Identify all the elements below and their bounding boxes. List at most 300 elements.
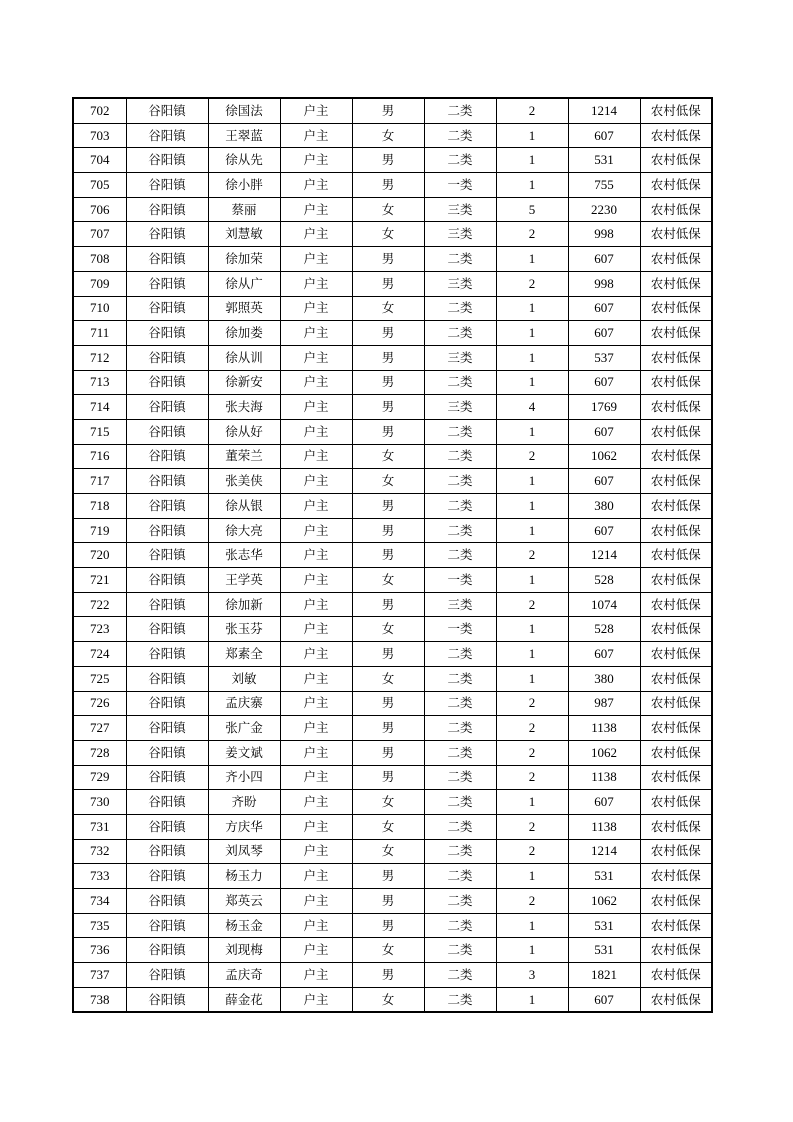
cell-sex: 女: [352, 814, 424, 839]
cell-amount: 531: [568, 938, 640, 963]
cell-sex: 男: [352, 395, 424, 420]
cell-amount: 607: [568, 518, 640, 543]
table-row: [73, 518, 712, 543]
cell-serial: 720: [73, 543, 126, 568]
cell-assistance-type: 农村低保: [640, 790, 712, 815]
cell-name: 孟庆奇: [208, 963, 280, 988]
cell-household-size: 2: [496, 716, 568, 741]
cell-category: 二类: [424, 321, 496, 346]
cell-serial: 705: [73, 173, 126, 198]
cell-serial: 715: [73, 419, 126, 444]
cell-name: 刘凤琴: [208, 839, 280, 864]
cell-amount: 1138: [568, 765, 640, 790]
cell-town: 谷阳镇: [126, 518, 208, 543]
cell-serial: 709: [73, 271, 126, 296]
cell-household-size: 1: [496, 642, 568, 667]
cell-name: 齐盼: [208, 790, 280, 815]
cell-amount: 998: [568, 222, 640, 247]
cell-serial: 716: [73, 444, 126, 469]
cell-assistance-type: 农村低保: [640, 395, 712, 420]
cell-town: 谷阳镇: [126, 271, 208, 296]
table-row: [73, 444, 712, 469]
cell-sex: 男: [352, 889, 424, 914]
cell-assistance-type: 农村低保: [640, 173, 712, 198]
cell-household-size: 1: [496, 296, 568, 321]
table-row: [73, 123, 712, 148]
cell-name: 蔡丽: [208, 197, 280, 222]
cell-sex: 男: [352, 271, 424, 296]
table-row: [73, 666, 712, 691]
cell-sex: 男: [352, 518, 424, 543]
table-row: [73, 987, 712, 1012]
cell-town: 谷阳镇: [126, 666, 208, 691]
cell-household-size: 2: [496, 765, 568, 790]
cell-serial: 703: [73, 123, 126, 148]
cell-relation: 户主: [280, 938, 352, 963]
cell-household-size: 1: [496, 494, 568, 519]
cell-relation: 户主: [280, 691, 352, 716]
cell-household-size: 1: [496, 913, 568, 938]
cell-sex: 男: [352, 592, 424, 617]
table-row: [73, 345, 712, 370]
cell-assistance-type: 农村低保: [640, 444, 712, 469]
cell-name: 郑英云: [208, 889, 280, 914]
cell-serial: 729: [73, 765, 126, 790]
cell-assistance-type: 农村低保: [640, 765, 712, 790]
cell-town: 谷阳镇: [126, 691, 208, 716]
cell-assistance-type: 农村低保: [640, 913, 712, 938]
cell-assistance-type: 农村低保: [640, 469, 712, 494]
cell-household-size: 1: [496, 666, 568, 691]
cell-category: 二类: [424, 543, 496, 568]
cell-serial: 733: [73, 864, 126, 889]
cell-category: 三类: [424, 395, 496, 420]
table-row: [73, 568, 712, 593]
cell-category: 二类: [424, 790, 496, 815]
cell-name: 徐小胖: [208, 173, 280, 198]
cell-amount: 607: [568, 419, 640, 444]
cell-assistance-type: 农村低保: [640, 617, 712, 642]
table-body: [73, 98, 712, 1012]
cell-sex: 女: [352, 790, 424, 815]
table-row: [73, 247, 712, 272]
cell-category: 二类: [424, 518, 496, 543]
cell-amount: 607: [568, 790, 640, 815]
cell-amount: 1138: [568, 814, 640, 839]
cell-category: 二类: [424, 247, 496, 272]
cell-name: 徐新安: [208, 370, 280, 395]
cell-household-size: 2: [496, 271, 568, 296]
cell-assistance-type: 农村低保: [640, 963, 712, 988]
cell-sex: 男: [352, 370, 424, 395]
table-row: [73, 197, 712, 222]
cell-category: 二类: [424, 864, 496, 889]
cell-serial: 726: [73, 691, 126, 716]
cell-serial: 723: [73, 617, 126, 642]
cell-amount: 380: [568, 666, 640, 691]
cell-sex: 女: [352, 222, 424, 247]
cell-assistance-type: 农村低保: [640, 518, 712, 543]
cell-relation: 户主: [280, 568, 352, 593]
cell-category: 二类: [424, 494, 496, 519]
cell-serial: 707: [73, 222, 126, 247]
cell-sex: 女: [352, 987, 424, 1012]
cell-category: 二类: [424, 123, 496, 148]
cell-sex: 男: [352, 419, 424, 444]
cell-category: 二类: [424, 691, 496, 716]
cell-sex: 女: [352, 444, 424, 469]
cell-household-size: 1: [496, 370, 568, 395]
cell-town: 谷阳镇: [126, 839, 208, 864]
cell-name: 徐国法: [208, 98, 280, 123]
cell-household-size: 1: [496, 173, 568, 198]
cell-serial: 708: [73, 247, 126, 272]
cell-serial: 717: [73, 469, 126, 494]
cell-name: 徐从银: [208, 494, 280, 519]
cell-assistance-type: 农村低保: [640, 370, 712, 395]
cell-amount: 607: [568, 247, 640, 272]
cell-assistance-type: 农村低保: [640, 642, 712, 667]
cell-town: 谷阳镇: [126, 963, 208, 988]
cell-amount: 1214: [568, 839, 640, 864]
cell-town: 谷阳镇: [126, 494, 208, 519]
cell-serial: 704: [73, 148, 126, 173]
cell-town: 谷阳镇: [126, 247, 208, 272]
cell-relation: 户主: [280, 518, 352, 543]
cell-relation: 户主: [280, 444, 352, 469]
table-row: [73, 691, 712, 716]
cell-relation: 户主: [280, 247, 352, 272]
cell-household-size: 3: [496, 963, 568, 988]
cell-town: 谷阳镇: [126, 790, 208, 815]
cell-sex: 女: [352, 617, 424, 642]
cell-household-size: 2: [496, 222, 568, 247]
cell-serial: 724: [73, 642, 126, 667]
cell-town: 谷阳镇: [126, 592, 208, 617]
cell-serial: 731: [73, 814, 126, 839]
cell-sex: 男: [352, 740, 424, 765]
cell-sex: 男: [352, 963, 424, 988]
cell-sex: 女: [352, 296, 424, 321]
cell-amount: 607: [568, 642, 640, 667]
cell-household-size: 5: [496, 197, 568, 222]
cell-sex: 男: [352, 321, 424, 346]
cell-sex: 男: [352, 494, 424, 519]
cell-assistance-type: 农村低保: [640, 123, 712, 148]
cell-relation: 户主: [280, 370, 352, 395]
cell-sex: 男: [352, 765, 424, 790]
cell-relation: 户主: [280, 173, 352, 198]
cell-relation: 户主: [280, 592, 352, 617]
cell-town: 谷阳镇: [126, 987, 208, 1012]
cell-relation: 户主: [280, 469, 352, 494]
cell-category: 二类: [424, 987, 496, 1012]
cell-relation: 户主: [280, 963, 352, 988]
cell-relation: 户主: [280, 617, 352, 642]
cell-town: 谷阳镇: [126, 913, 208, 938]
cell-household-size: 2: [496, 98, 568, 123]
cell-name: 杨玉金: [208, 913, 280, 938]
table-row: [73, 321, 712, 346]
cell-sex: 男: [352, 148, 424, 173]
cell-household-size: 1: [496, 568, 568, 593]
cell-town: 谷阳镇: [126, 98, 208, 123]
cell-amount: 528: [568, 568, 640, 593]
cell-serial: 702: [73, 98, 126, 123]
table-row: [73, 592, 712, 617]
cell-category: 二类: [424, 469, 496, 494]
cell-sex: 男: [352, 247, 424, 272]
cell-amount: 1062: [568, 889, 640, 914]
table-row: [73, 814, 712, 839]
cell-name: 徐大亮: [208, 518, 280, 543]
cell-household-size: 1: [496, 419, 568, 444]
cell-name: 张玉芬: [208, 617, 280, 642]
cell-relation: 户主: [280, 913, 352, 938]
table-row: [73, 98, 712, 123]
cell-serial: 721: [73, 568, 126, 593]
cell-household-size: 2: [496, 889, 568, 914]
cell-household-size: 1: [496, 987, 568, 1012]
cell-category: 二类: [424, 666, 496, 691]
table-row: [73, 370, 712, 395]
cell-name: 齐小四: [208, 765, 280, 790]
cell-category: 三类: [424, 271, 496, 296]
cell-category: 二类: [424, 889, 496, 914]
cell-amount: 607: [568, 296, 640, 321]
cell-name: 张美侠: [208, 469, 280, 494]
cell-name: 董荣兰: [208, 444, 280, 469]
cell-relation: 户主: [280, 839, 352, 864]
cell-name: 孟庆寨: [208, 691, 280, 716]
cell-name: 徐从训: [208, 345, 280, 370]
cell-household-size: 2: [496, 814, 568, 839]
cell-sex: 女: [352, 938, 424, 963]
cell-town: 谷阳镇: [126, 716, 208, 741]
cell-town: 谷阳镇: [126, 222, 208, 247]
cell-category: 三类: [424, 197, 496, 222]
table-row: [73, 938, 712, 963]
cell-amount: 998: [568, 271, 640, 296]
cell-amount: 1769: [568, 395, 640, 420]
cell-serial: 727: [73, 716, 126, 741]
table-row: [73, 395, 712, 420]
table-row: [73, 271, 712, 296]
cell-household-size: 1: [496, 247, 568, 272]
cell-name: 王翠蓝: [208, 123, 280, 148]
cell-amount: 1062: [568, 740, 640, 765]
table-row: [73, 543, 712, 568]
cell-sex: 男: [352, 543, 424, 568]
cell-name: 薛金花: [208, 987, 280, 1012]
table-row: [73, 419, 712, 444]
cell-amount: 1062: [568, 444, 640, 469]
cell-town: 谷阳镇: [126, 642, 208, 667]
cell-sex: 女: [352, 197, 424, 222]
cell-sex: 女: [352, 469, 424, 494]
cell-relation: 户主: [280, 790, 352, 815]
cell-sex: 男: [352, 913, 424, 938]
cell-assistance-type: 农村低保: [640, 740, 712, 765]
cell-amount: 1074: [568, 592, 640, 617]
cell-category: 三类: [424, 222, 496, 247]
table-row: [73, 740, 712, 765]
table-row: [73, 617, 712, 642]
cell-assistance-type: 农村低保: [640, 716, 712, 741]
cell-town: 谷阳镇: [126, 740, 208, 765]
cell-name: 徐从好: [208, 419, 280, 444]
cell-household-size: 1: [496, 345, 568, 370]
cell-category: 二类: [424, 642, 496, 667]
cell-amount: 1214: [568, 98, 640, 123]
cell-serial: 719: [73, 518, 126, 543]
cell-relation: 户主: [280, 765, 352, 790]
cell-assistance-type: 农村低保: [640, 938, 712, 963]
cell-sex: 男: [352, 345, 424, 370]
cell-town: 谷阳镇: [126, 864, 208, 889]
cell-serial: 738: [73, 987, 126, 1012]
cell-assistance-type: 农村低保: [640, 543, 712, 568]
cell-household-size: 2: [496, 543, 568, 568]
cell-assistance-type: 农村低保: [640, 666, 712, 691]
cell-household-size: 4: [496, 395, 568, 420]
cell-assistance-type: 农村低保: [640, 98, 712, 123]
cell-relation: 户主: [280, 123, 352, 148]
cell-category: 二类: [424, 296, 496, 321]
cell-name: 方庆华: [208, 814, 280, 839]
cell-relation: 户主: [280, 271, 352, 296]
cell-name: 刘现梅: [208, 938, 280, 963]
cell-relation: 户主: [280, 642, 352, 667]
cell-amount: 1214: [568, 543, 640, 568]
cell-name: 郑素全: [208, 642, 280, 667]
cell-serial: 728: [73, 740, 126, 765]
table-row: [73, 790, 712, 815]
cell-serial: 737: [73, 963, 126, 988]
cell-household-size: 1: [496, 864, 568, 889]
cell-town: 谷阳镇: [126, 889, 208, 914]
cell-assistance-type: 农村低保: [640, 987, 712, 1012]
cell-household-size: 2: [496, 740, 568, 765]
table-row: [73, 148, 712, 173]
cell-relation: 户主: [280, 419, 352, 444]
cell-amount: 607: [568, 987, 640, 1012]
table-row: [73, 716, 712, 741]
cell-serial: 710: [73, 296, 126, 321]
cell-town: 谷阳镇: [126, 296, 208, 321]
cell-amount: 528: [568, 617, 640, 642]
table-row: [73, 913, 712, 938]
cell-name: 张夫海: [208, 395, 280, 420]
cell-category: 一类: [424, 568, 496, 593]
table-row: [73, 222, 712, 247]
cell-amount: 537: [568, 345, 640, 370]
table-row: [73, 173, 712, 198]
cell-assistance-type: 农村低保: [640, 568, 712, 593]
cell-sex: 男: [352, 98, 424, 123]
cell-amount: 531: [568, 913, 640, 938]
cell-category: 二类: [424, 740, 496, 765]
cell-serial: 711: [73, 321, 126, 346]
cell-serial: 732: [73, 839, 126, 864]
cell-name: 徐从先: [208, 148, 280, 173]
cell-household-size: 1: [496, 790, 568, 815]
cell-serial: 706: [73, 197, 126, 222]
table-row: [73, 494, 712, 519]
cell-relation: 户主: [280, 864, 352, 889]
cell-amount: 607: [568, 123, 640, 148]
cell-name: 刘敏: [208, 666, 280, 691]
table-row: [73, 642, 712, 667]
cell-sex: 女: [352, 839, 424, 864]
cell-town: 谷阳镇: [126, 617, 208, 642]
cell-relation: 户主: [280, 222, 352, 247]
cell-household-size: 1: [496, 518, 568, 543]
table-row: [73, 765, 712, 790]
cell-name: 杨玉力: [208, 864, 280, 889]
cell-category: 二类: [424, 444, 496, 469]
cell-town: 谷阳镇: [126, 419, 208, 444]
cell-assistance-type: 农村低保: [640, 592, 712, 617]
cell-sex: 男: [352, 642, 424, 667]
cell-town: 谷阳镇: [126, 395, 208, 420]
cell-sex: 男: [352, 173, 424, 198]
cell-town: 谷阳镇: [126, 123, 208, 148]
cell-town: 谷阳镇: [126, 173, 208, 198]
cell-sex: 男: [352, 864, 424, 889]
cell-category: 二类: [424, 765, 496, 790]
cell-category: 三类: [424, 345, 496, 370]
table-row: [73, 963, 712, 988]
cell-town: 谷阳镇: [126, 469, 208, 494]
cell-town: 谷阳镇: [126, 321, 208, 346]
cell-assistance-type: 农村低保: [640, 148, 712, 173]
cell-category: 二类: [424, 419, 496, 444]
cell-amount: 1138: [568, 716, 640, 741]
cell-name: 徐加娄: [208, 321, 280, 346]
cell-amount: 755: [568, 173, 640, 198]
cell-assistance-type: 农村低保: [640, 691, 712, 716]
cell-town: 谷阳镇: [126, 370, 208, 395]
cell-town: 谷阳镇: [126, 568, 208, 593]
cell-name: 张志华: [208, 543, 280, 568]
cell-relation: 户主: [280, 296, 352, 321]
cell-category: 二类: [424, 98, 496, 123]
cell-category: 二类: [424, 814, 496, 839]
cell-relation: 户主: [280, 666, 352, 691]
cell-relation: 户主: [280, 148, 352, 173]
cell-name: 徐加荣: [208, 247, 280, 272]
cell-sex: 男: [352, 716, 424, 741]
cell-name: 王学英: [208, 568, 280, 593]
cell-relation: 户主: [280, 98, 352, 123]
cell-sex: 女: [352, 123, 424, 148]
cell-amount: 607: [568, 370, 640, 395]
cell-serial: 730: [73, 790, 126, 815]
cell-relation: 户主: [280, 716, 352, 741]
cell-relation: 户主: [280, 345, 352, 370]
cell-amount: 531: [568, 148, 640, 173]
table-row: [73, 839, 712, 864]
cell-household-size: 1: [496, 321, 568, 346]
cell-assistance-type: 农村低保: [640, 296, 712, 321]
table-row: [73, 889, 712, 914]
cell-name: 郭照英: [208, 296, 280, 321]
cell-town: 谷阳镇: [126, 345, 208, 370]
cell-assistance-type: 农村低保: [640, 864, 712, 889]
cell-household-size: 1: [496, 123, 568, 148]
cell-name: 徐加新: [208, 592, 280, 617]
